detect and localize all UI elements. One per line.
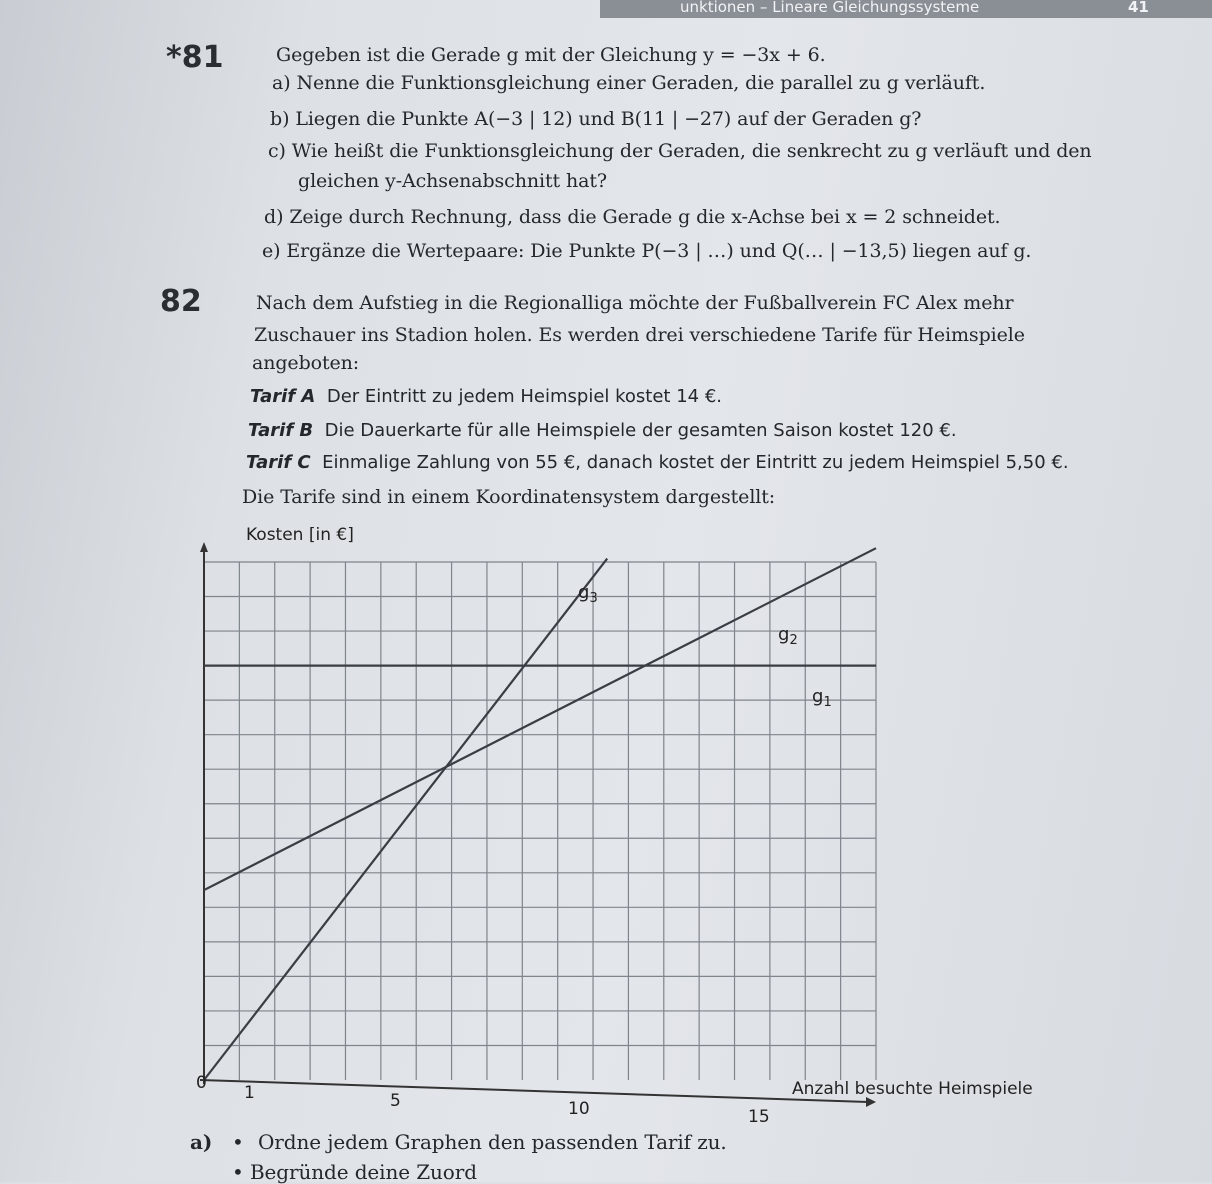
chart-series [204, 548, 876, 1080]
task-82-paragraph-line3: angeboten: [252, 352, 360, 374]
task-82-paragraph-line1: Nach dem Aufstieg in die Regionalliga möchte der Fußballverein FC Alex mehr [256, 292, 1014, 314]
x-axis-line [200, 1080, 868, 1102]
series-label-g3: $g_3$ [578, 582, 598, 606]
x-tick-label: 5 [390, 1091, 401, 1111]
tarif-c-text: Einmalige Zahlung von 55 €, danach kostet der Eintritt zu jedem Heimspiel 5,50 €. [322, 452, 1069, 473]
series-label-g1: $g_1$ [812, 686, 832, 710]
question-a-text: Ordne jedem Graphen den passenden Tarif zu. [258, 1130, 727, 1154]
chart-grid [204, 562, 876, 1080]
tarif-c-label: Tarif C [246, 452, 311, 473]
chart-axes [200, 542, 876, 1107]
task-82-number: 82 [160, 284, 202, 319]
series-label-g2: $g_2$ [778, 624, 798, 648]
y-axis-arrow [200, 542, 208, 552]
task-82-outro: Die Tarife sind in einem Koordinatensystem dargestellt: [242, 486, 776, 508]
tarif-a-text: Der Eintritt zu jedem Heimspiel kostet 14 €. [326, 386, 723, 407]
header-title: unktionen – Lineare Gleichungssysteme [680, 0, 980, 16]
question-a-label: a) [190, 1130, 213, 1154]
x-tick-label: 10 [568, 1099, 590, 1119]
x-tick-label: 15 [748, 1107, 770, 1127]
task-81-e: e) Ergänze die Wertepaare: Die Punkte P(−3 | …) und Q(… | −13,5) liegen auf g. [262, 240, 1032, 262]
task-81-intro: Gegeben ist die Gerade g mit der Gleichung y = −3x + 6. [276, 44, 826, 66]
tarif-a-label: Tarif A [250, 386, 316, 407]
tarif-b-label: Tarif B [248, 420, 314, 441]
task-81-number: *81 [166, 40, 224, 75]
question-b-partial: • Begründe deine Zuord [232, 1160, 477, 1184]
question-a-bullet: • [232, 1130, 244, 1154]
task-81-d: d) Zeige durch Rechnung, dass die Gerade g die x-Achse bei x = 2 schneidet. [264, 206, 1001, 228]
task-81-c-line2: gleichen y-Achsenabschnitt hat? [298, 170, 607, 192]
x-axis-label: Anzahl besuchte Heimspiele [792, 1079, 1033, 1099]
tarif-b-text: Die Dauerkarte für alle Heimspiele der gesamten Saison kostet 120 €. [324, 420, 957, 441]
y-axis-label: Kosten [in €] [246, 525, 354, 545]
chart-labels [196, 525, 1033, 1127]
task-81-c-line1: c) Wie heißt die Funktionsgleichung der Geraden, die senkrecht zu g verläuft und den [268, 140, 1092, 162]
page-number: 41 [1128, 0, 1149, 16]
x-tick-label: 1 [244, 1083, 255, 1103]
task-82-paragraph-line2: Zuschauer ins Stadion holen. Es werden drei verschiedene Tarife für Heimspiele [254, 324, 1025, 346]
series-line-g3 [204, 559, 607, 1080]
x-tick-label: 0 [196, 1073, 207, 1093]
task-81-a: a) Nenne die Funktionsgleichung einer Geraden, die parallel zu g verläuft. [272, 72, 986, 94]
task-81-b: b) Liegen die Punkte A(−3 | 12) und B(11 | −27) auf der Geraden g? [270, 108, 922, 130]
